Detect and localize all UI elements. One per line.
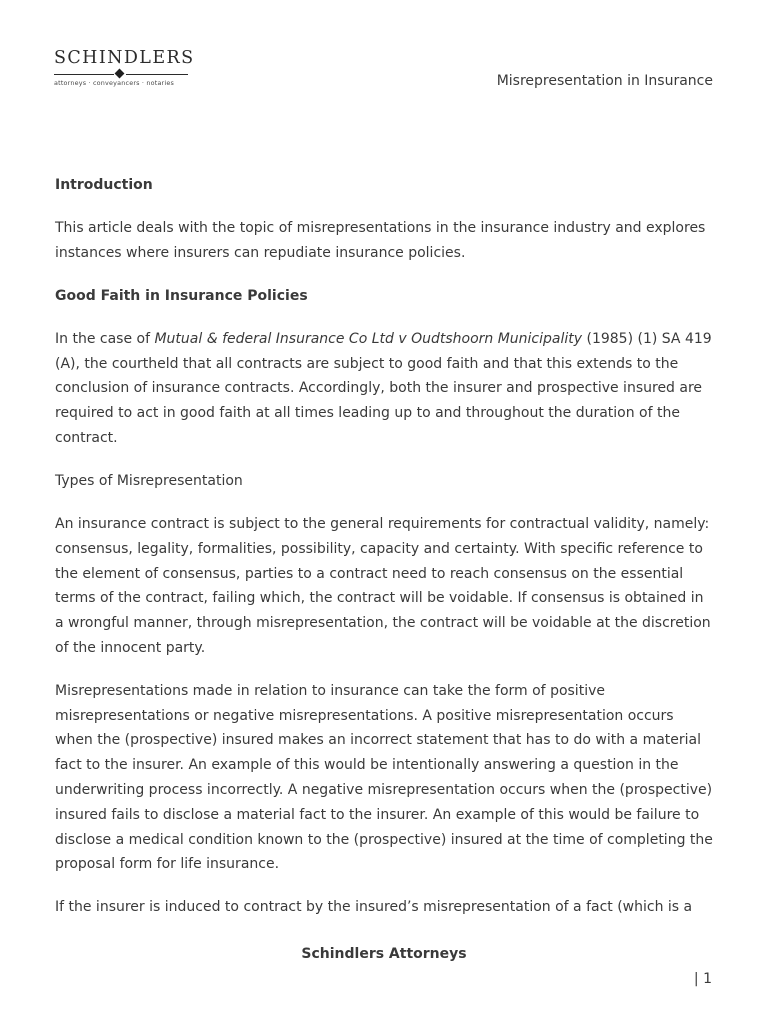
good-faith-heading: Good Faith in Insurance Policies bbox=[55, 287, 308, 304]
schindlers-logo bbox=[54, 48, 195, 92]
good-faith-prefix: In the case of bbox=[55, 330, 155, 347]
page-number: | 1 bbox=[693, 971, 712, 987]
introduction-heading: Introduction bbox=[55, 177, 153, 193]
document-title: Misrepresentation in Insurance bbox=[496, 73, 713, 89]
logo-wordmark: SCHINDLERS bbox=[54, 48, 195, 68]
good-faith-rest: (1985) (1) SA 419 (A), the courtheld that all contracts are subject to good faith and that this extends to the conclusion of insurance contracts. Accordingly, both the insurer and prospective insured are required to act in good faith at all times leading up to and throughout the duration of the contract. bbox=[55, 330, 712, 446]
logo-diamond-icon bbox=[115, 69, 125, 79]
induced-paragraph: If the insurer is induced to contract by the insured’s misrepresentation of a fact (which is a bbox=[55, 899, 693, 916]
case-citation-name: Mutual & federal Insurance Co Ltd v Oudtshoorn Municipality bbox=[154, 330, 583, 347]
logo-rule-left bbox=[54, 74, 114, 75]
forms-paragraph: Misrepresentations made in relation to insurance can take the form of positive misrepresentations or negative misrepresentations. A positive misrepresentation occurs when the (prospective) insured makes an incorrect statement that has to do with a material fact to the insurer. An example of this would be intentionally answering a question in the underwriting process incorrectly. A negative misrepresentation occurs when the (prospective) insured fails to disclose a material fact to the insurer. An example of this would be failure to disclose a medical condition known to the (prospective) insured at the time of completing the proposal form for life insurance. bbox=[55, 682, 713, 873]
types-heading: Types of Misrepresentation bbox=[55, 472, 243, 489]
introduction-paragraph: This article deals with the topic of misrepresentations in the insurance industry and explores instances where insurers can repudiate insurance policies. bbox=[55, 219, 706, 261]
good-faith-paragraph bbox=[55, 327, 715, 451]
types-paragraph: An insurance contract is subject to the general requirements for contractual validity, namely: consensus, legality, formalities, possibility, capacity and certainty. With specific reference to the element of consensus, parties to a contract need to reach consensus on the essential terms of the contract, failing which, the contract will be voidable. If consensus is obtained in a wrongful manner, through misrepresentation, the contract will be voidable at the discretion of the innocent party. bbox=[55, 515, 711, 656]
article-body bbox=[55, 173, 715, 938]
logo-rule-right bbox=[126, 74, 188, 75]
logo-tagline: attorneys · conveyancers · notaries bbox=[54, 79, 175, 87]
footer-firm-name: Schindlers Attorneys bbox=[301, 946, 467, 962]
